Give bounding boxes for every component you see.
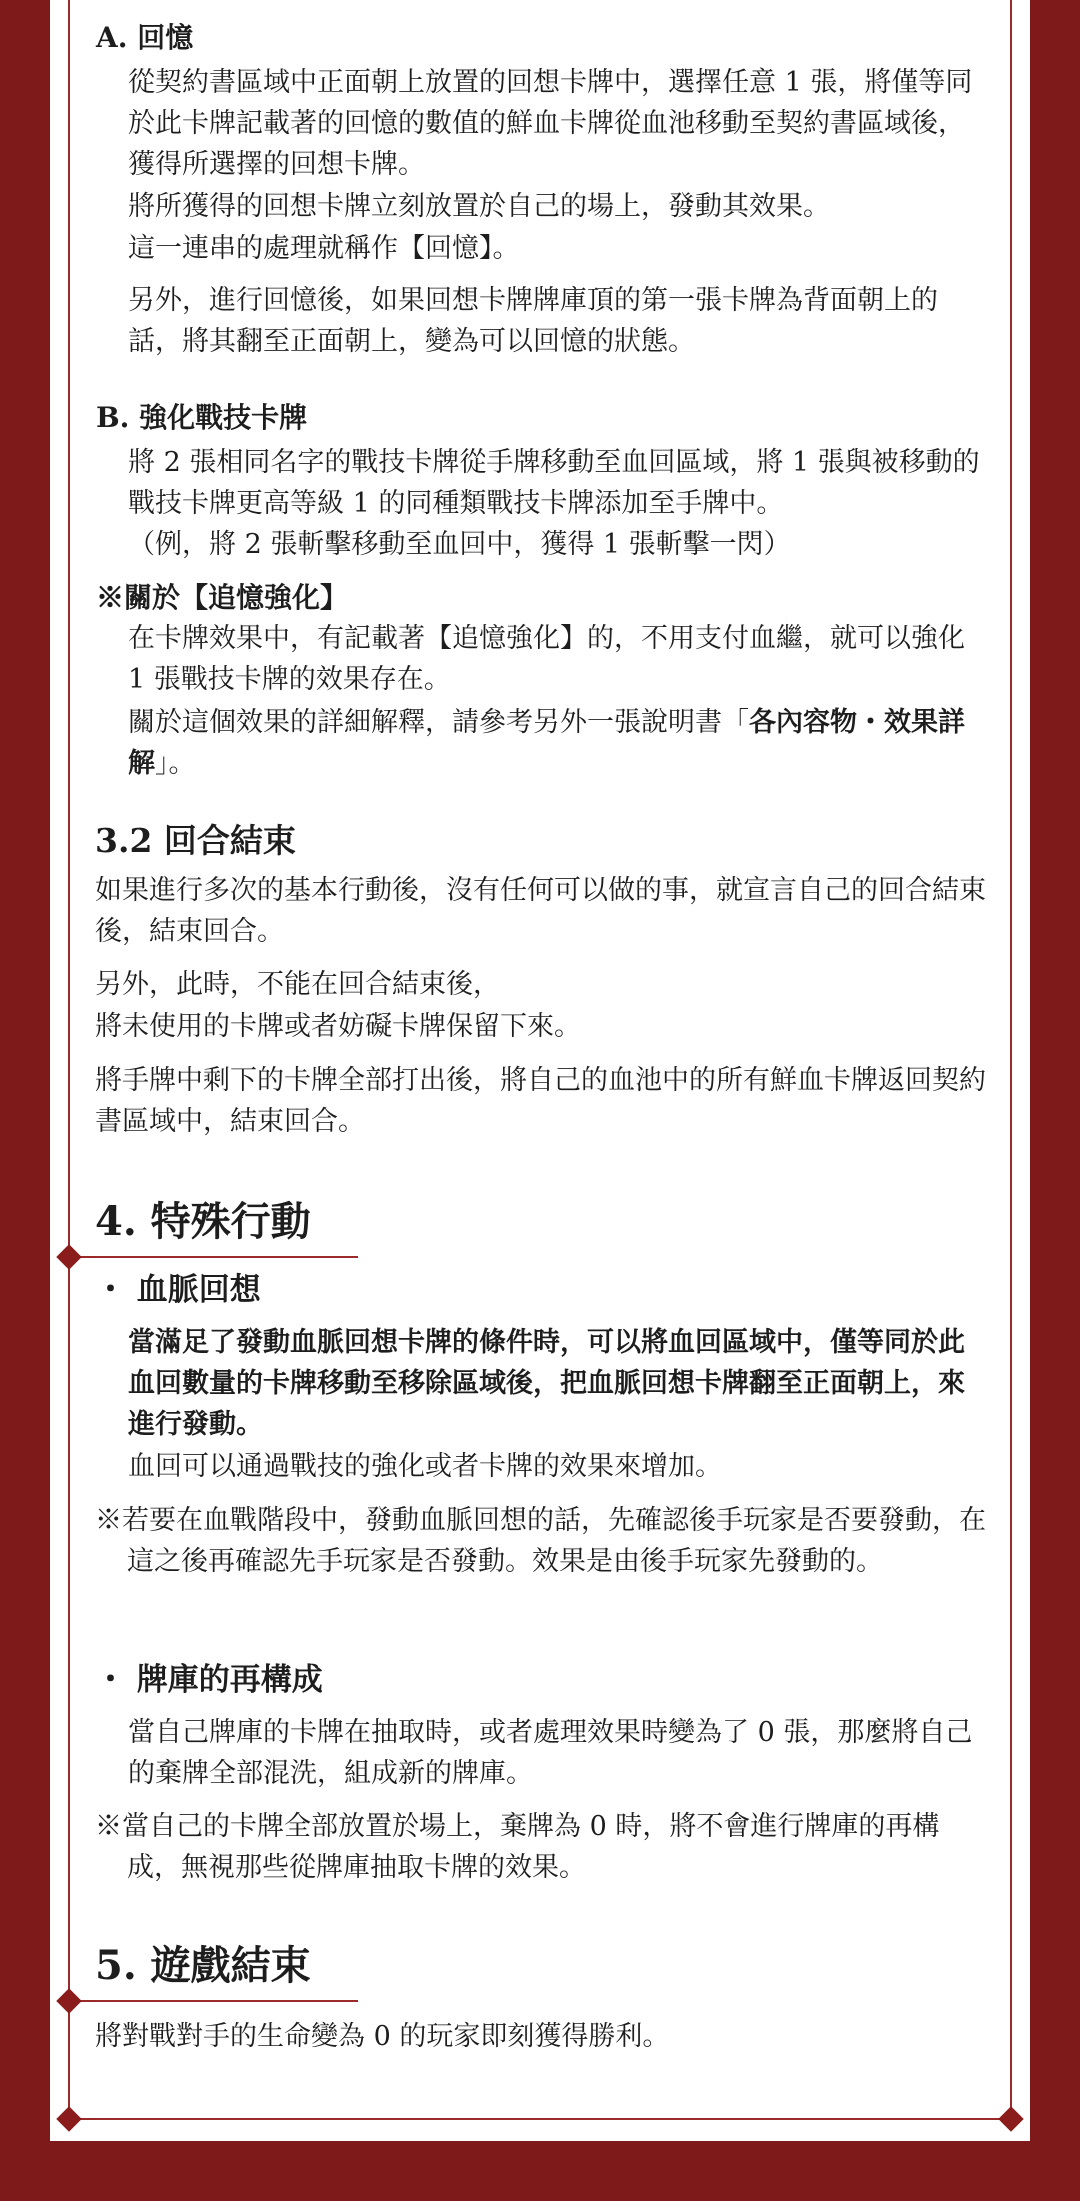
- game-end-paragraph: 將對戰對手的生命變為 0 的玩家即刻獲得勝利。: [95, 2021, 670, 2052]
- bloodline-recall-paragraph-1: 當滿足了發動血脈回想卡牌的條件時，可以將血回區域中，僅等同於此血回數量的卡牌移動至移除區域後，把血脈回想卡牌翻至正面朝上，來進行發動。: [128, 1327, 965, 1440]
- frame-line-right: [1010, 0, 1012, 2120]
- turn-end-paragraph-2b: 將未使用的卡牌或者妨礙卡牌保留下來。: [95, 1011, 581, 1042]
- deck-rebuild-heading: ・ 牌庫的再構成: [95, 1662, 323, 1698]
- turn-end-heading: 3.2 回合結束: [95, 821, 296, 860]
- enhance-heading: B. 強化戰技卡牌: [96, 401, 308, 434]
- diamond-ornament: [56, 1244, 81, 1269]
- frame-line-bottom: [68, 2118, 1012, 2120]
- bloodline-recall-note: ※若要在血戰階段中，發動血脈回想的話，先確認後手玩家是否要發動，在這之後再確認先手玩家是否發動。效果是由後手玩家先發動的。: [95, 1505, 986, 1577]
- diamond-ornament: [56, 1988, 81, 2013]
- recall-paragraph-2: 將所獲得的回想卡牌立刻放置於自己的場上，發動其效果。: [128, 191, 830, 222]
- enhance-example: （例，將 2 張斬擊移動至血回中，獲得 1 張斬擊一閃）: [128, 529, 791, 560]
- recall-paragraph-3: 這一連串的處理就稱作【回憶】。: [128, 233, 520, 264]
- game-end-heading: 5. 遊戲結束: [95, 1942, 311, 1989]
- turn-end-paragraph-2a: 另外，此時，不能在回合結束後，: [95, 969, 500, 1000]
- memory-enhance-paragraph-1: 在卡牌效果中，有記載著【追憶強化】的，不用支付血繼，就可以強化 1 張戰技卡牌的效果存在。: [128, 623, 965, 695]
- deck-rebuild-note: ※當自己的卡牌全部放置於場上，棄牌為 0 時，將不會進行牌庫的再構成，無視那些從牌庫抽取卡牌的效果。: [95, 1811, 940, 1883]
- memory-enhance-text-c: 」。: [155, 748, 196, 779]
- recall-paragraph-1: 從契約書區域中正面朝上放置的回想卡牌中，選擇任意 1 張，將僅等同於此卡牌記載著的回憶的數值的鮮血卡牌從血池移動至契約書區域後，獲得所選擇的回想卡牌。: [128, 67, 973, 180]
- special-actions-rule: [68, 1256, 358, 1258]
- frame-line-left: [68, 0, 70, 2120]
- turn-end-paragraph-3: 將手牌中剩下的卡牌全部打出後，將自己的血池中的所有鮮血卡牌返回契約書區域中，結束回合。: [95, 1065, 986, 1137]
- bloodline-recall-paragraph-2: 血回可以通過戰技的強化或者卡牌的效果來增加。: [128, 1451, 722, 1482]
- recall-heading: A. 回憶: [96, 21, 194, 54]
- diamond-ornament: [998, 2106, 1023, 2131]
- turn-end-paragraph-1: 如果進行多次的基本行動後，沒有任何可以做的事，就宣言自己的回合結束後，結束回合。: [95, 875, 986, 947]
- bloodline-recall-heading: ・ 血脈回想: [95, 1272, 261, 1308]
- diamond-ornament: [56, 2106, 81, 2131]
- contents-effects-guide-reference: 各內容物・效果詳解: [128, 707, 965, 779]
- game-end-rule: [68, 2000, 358, 2002]
- rulebook-page: [50, 0, 1030, 2141]
- memory-enhance-text-a: 關於這個效果的詳細解釋，請參考另外一張說明書「: [128, 707, 749, 738]
- memory-enhance-note-heading: ※關於【追憶強化】: [96, 581, 349, 614]
- memory-enhance-paragraph-2: [128, 702, 990, 784]
- deck-rebuild-paragraph-1: 當自己牌庫的卡牌在抽取時，或者處理效果時變為了 0 張，那麼將自己的棄牌全部混洗，組成新的牌庫。: [128, 1717, 973, 1789]
- enhance-paragraph-1: 將 2 張相同名字的戰技卡牌從手牌移動至血回區域，將 1 張與被移動的戰技卡牌更高等級 1 的同種類戰技卡牌添加至手牌中。: [128, 447, 980, 519]
- special-actions-heading: 4. 特殊行動: [95, 1198, 311, 1245]
- recall-paragraph-4: 另外，進行回憶後，如果回想卡牌牌庫頂的第一張卡牌為背面朝上的話，將其翻至正面朝上，變為可以回憶的狀態。: [128, 285, 938, 357]
